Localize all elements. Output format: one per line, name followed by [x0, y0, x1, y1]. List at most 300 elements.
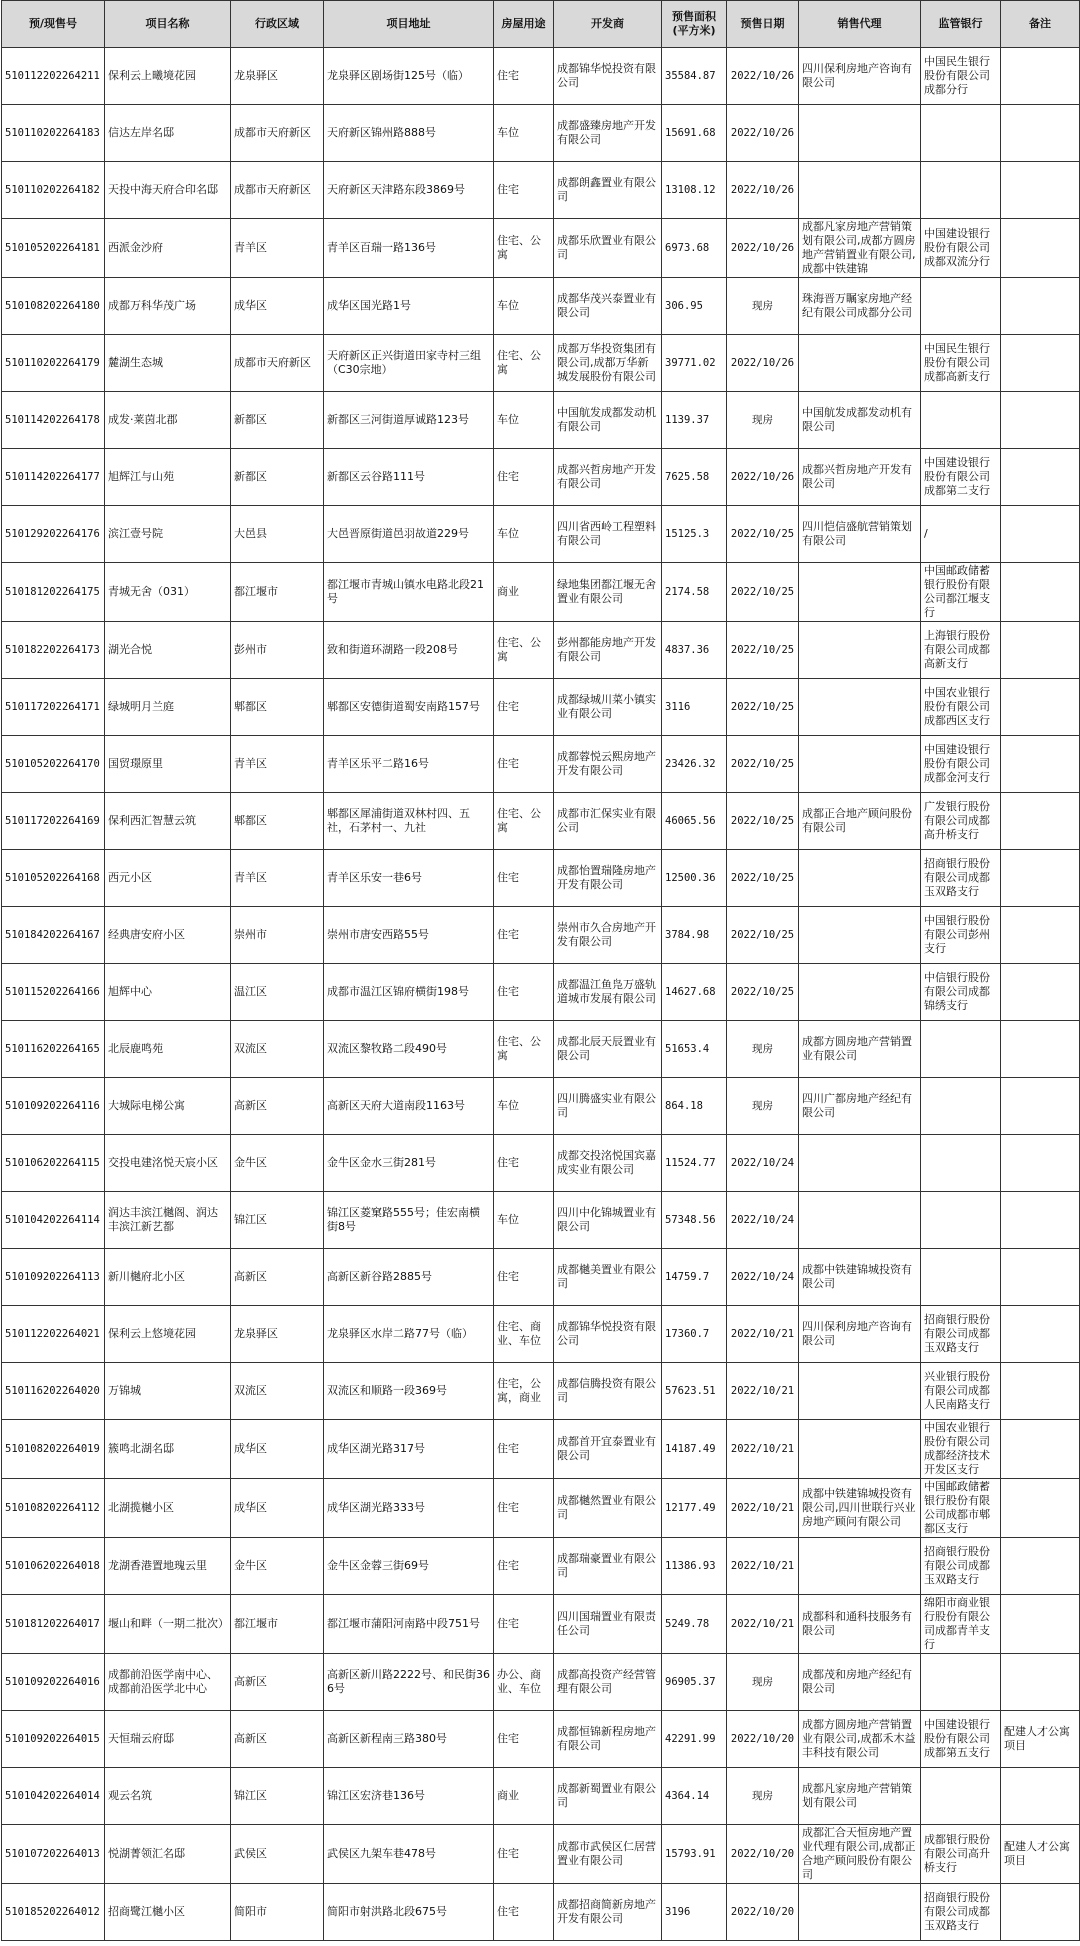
cell-bank: 招商银行股份有限公司成都玉双路支行	[921, 1306, 1001, 1363]
cell-project-name: 滨江壹号院	[105, 506, 231, 563]
cell-presale-no: 510110202264179	[2, 335, 105, 392]
cell-agent: 成都凡家房地产营销策划有限公司	[799, 1768, 921, 1825]
cell-bank: 中国建设银行股份有限公司成都双流分行	[921, 219, 1001, 278]
table-row	[2, 48, 1080, 105]
table-row	[2, 563, 1080, 622]
cell-remarks	[1001, 1249, 1080, 1306]
cell-area: 35584.87	[662, 48, 727, 105]
cell-district: 成华区	[231, 1420, 324, 1479]
cell-date: 2022/10/26	[727, 219, 799, 278]
cell-agent	[799, 964, 921, 1021]
cell-address: 成华区湖光路317号	[324, 1420, 494, 1479]
cell-address: 金牛区金水三街281号	[324, 1135, 494, 1192]
table-row	[2, 850, 1080, 907]
cell-district: 高新区	[231, 1654, 324, 1711]
cell-agent: 成都方圆房地产营销置业有限公司,成都禾木益丰科技有限公司	[799, 1711, 921, 1768]
cell-bank	[921, 392, 1001, 449]
cell-developer: 四川腾盛实业有限公司	[554, 1078, 662, 1135]
cell-date: 2022/10/24	[727, 1192, 799, 1249]
table-row	[2, 1711, 1080, 1768]
cell-bank: 广发银行股份有限公司成都高升桥支行	[921, 793, 1001, 850]
cell-area: 15793.91	[662, 1825, 727, 1884]
cell-date: 现房	[727, 1768, 799, 1825]
cell-usage: 住宅	[494, 449, 554, 506]
cell-remarks	[1001, 1420, 1080, 1479]
cell-district: 成都市天府新区	[231, 335, 324, 392]
cell-area: 15691.68	[662, 105, 727, 162]
cell-presale-no: 510181202264017	[2, 1595, 105, 1654]
cell-bank: 招商银行股份有限公司成都玉双路支行	[921, 850, 1001, 907]
cell-developer: 成都首开宜泰置业有限公司	[554, 1420, 662, 1479]
cell-address: 郫都区犀浦街道双林村四、五社，石茅村一、九社	[324, 793, 494, 850]
cell-project-name: 天投中海天府合印名邸	[105, 162, 231, 219]
cell-usage: 住宅、公寓	[494, 1021, 554, 1078]
cell-date: 2022/10/21	[727, 1363, 799, 1420]
table-row	[2, 1420, 1080, 1479]
cell-date: 2022/10/21	[727, 1538, 799, 1595]
cell-agent	[799, 907, 921, 964]
cell-remarks	[1001, 162, 1080, 219]
cell-address: 青羊区乐安一巷6号	[324, 850, 494, 907]
table-row	[2, 105, 1080, 162]
cell-bank	[921, 105, 1001, 162]
cell-agent	[799, 679, 921, 736]
cell-developer: 成都信腾投资有限公司	[554, 1363, 662, 1420]
cell-developer: 彭州都能房地产开发有限公司	[554, 622, 662, 679]
table-row	[2, 1078, 1080, 1135]
cell-remarks	[1001, 48, 1080, 105]
table-row	[2, 964, 1080, 1021]
cell-bank: 中国银行股份有限公司彭州支行	[921, 907, 1001, 964]
cell-agent: 成都凡家房地产营销策划有限公司,成都方圆房地产营销置业有限公司,成都中铁建锦	[799, 219, 921, 278]
cell-address: 双流区黎牧路二段490号	[324, 1021, 494, 1078]
cell-bank: 兴业银行股份有限公司成都人民南路支行	[921, 1363, 1001, 1420]
cell-usage: 车位	[494, 278, 554, 335]
cell-remarks	[1001, 1768, 1080, 1825]
cell-area: 4364.14	[662, 1768, 727, 1825]
cell-date: 2022/10/26	[727, 449, 799, 506]
table-row	[2, 1538, 1080, 1595]
cell-developer: 成都恒锦新程房地产有限公司	[554, 1711, 662, 1768]
cell-developer: 中国航发成都发动机有限公司	[554, 392, 662, 449]
cell-agent	[799, 1420, 921, 1479]
cell-agent	[799, 736, 921, 793]
cell-agent	[799, 622, 921, 679]
cell-remarks: 配建人才公寓项目	[1001, 1711, 1080, 1768]
cell-area: 4837.36	[662, 622, 727, 679]
table-row	[2, 1306, 1080, 1363]
cell-address: 天府新区锦州路888号	[324, 105, 494, 162]
cell-district: 锦江区	[231, 1192, 324, 1249]
cell-bank	[921, 1021, 1001, 1078]
cell-project-name: 成都万科华茂广场	[105, 278, 231, 335]
cell-project-name: 北湖揽樾小区	[105, 1479, 231, 1538]
cell-project-name: 西元小区	[105, 850, 231, 907]
table-row	[2, 1192, 1080, 1249]
cell-project-name: 天恒瑞云府邸	[105, 1711, 231, 1768]
cell-developer: 崇州市久合房地产开发有限公司	[554, 907, 662, 964]
cell-remarks	[1001, 1479, 1080, 1538]
cell-usage: 住宅	[494, 1479, 554, 1538]
header-developer: 开发商	[554, 1, 662, 48]
cell-bank: 招商银行股份有限公司成都玉双路支行	[921, 1884, 1001, 1941]
cell-bank: 上海银行股份有限公司成都高新支行	[921, 622, 1001, 679]
cell-date: 2022/10/20	[727, 1825, 799, 1884]
header-area: 预售面积(平方米)	[662, 1, 727, 48]
table-row	[2, 1363, 1080, 1420]
cell-date: 2022/10/25	[727, 850, 799, 907]
cell-district: 武侯区	[231, 1825, 324, 1884]
cell-presale-no: 510106202264115	[2, 1135, 105, 1192]
cell-presale-no: 510129202264176	[2, 506, 105, 563]
cell-project-name: 成都前沿医学南中心、成都前沿医学北中心	[105, 1654, 231, 1711]
cell-agent: 成都方圆房地产营销置业有限公司	[799, 1021, 921, 1078]
cell-presale-no: 510105202264168	[2, 850, 105, 907]
table-row	[2, 679, 1080, 736]
header-project-name: 项目名称	[105, 1, 231, 48]
cell-date: 2022/10/26	[727, 335, 799, 392]
cell-project-name: 湖光合悦	[105, 622, 231, 679]
header-district: 行政区域	[231, 1, 324, 48]
cell-project-name: 西派金沙府	[105, 219, 231, 278]
cell-usage: 住宅、公寓	[494, 622, 554, 679]
cell-agent	[799, 563, 921, 622]
header-bank: 监管银行	[921, 1, 1001, 48]
cell-remarks: 配建人才公寓项目	[1001, 1825, 1080, 1884]
cell-area: 12177.49	[662, 1479, 727, 1538]
cell-project-name: 青城无舍（031）	[105, 563, 231, 622]
cell-developer: 成都乐欣置业有限公司	[554, 219, 662, 278]
cell-district: 温江区	[231, 964, 324, 1021]
cell-agent	[799, 162, 921, 219]
cell-address: 新都区三河街道厚诚路123号	[324, 392, 494, 449]
cell-presale-no: 510110202264183	[2, 105, 105, 162]
cell-area: 12500.36	[662, 850, 727, 907]
cell-area: 2174.58	[662, 563, 727, 622]
cell-presale-no: 510108202264112	[2, 1479, 105, 1538]
cell-address: 大邑晋原街道邑羽故道229号	[324, 506, 494, 563]
cell-address: 双流区和顺路一段369号	[324, 1363, 494, 1420]
cell-remarks	[1001, 622, 1080, 679]
cell-presale-no: 510106202264018	[2, 1538, 105, 1595]
table-row	[2, 392, 1080, 449]
cell-district: 成都市天府新区	[231, 162, 324, 219]
cell-remarks	[1001, 392, 1080, 449]
table-row	[2, 736, 1080, 793]
cell-usage: 住宅	[494, 964, 554, 1021]
cell-bank	[921, 1654, 1001, 1711]
cell-usage: 住宅	[494, 1420, 554, 1479]
cell-project-name: 保利云上悠境花园	[105, 1306, 231, 1363]
cell-district: 双流区	[231, 1363, 324, 1420]
cell-district: 高新区	[231, 1711, 324, 1768]
cell-area: 17360.7	[662, 1306, 727, 1363]
cell-presale-no: 510182202264173	[2, 622, 105, 679]
cell-area: 11386.93	[662, 1538, 727, 1595]
cell-area: 864.18	[662, 1078, 727, 1135]
cell-address: 成都市温江区锦府横街198号	[324, 964, 494, 1021]
cell-remarks	[1001, 1078, 1080, 1135]
header-address: 项目地址	[324, 1, 494, 48]
cell-presale-no: 510105202264170	[2, 736, 105, 793]
cell-area: 306.95	[662, 278, 727, 335]
cell-address: 龙泉驿区剧场街125号（临）	[324, 48, 494, 105]
cell-area: 23426.32	[662, 736, 727, 793]
cell-presale-no: 510112202264211	[2, 48, 105, 105]
cell-agent: 成都中铁建锦城投资有限公司	[799, 1249, 921, 1306]
cell-district: 崇州市	[231, 907, 324, 964]
cell-usage: 住宅	[494, 850, 554, 907]
cell-bank: 绵阳市商业银行股份有限公司成都青羊支行	[921, 1595, 1001, 1654]
cell-remarks	[1001, 1363, 1080, 1420]
cell-project-name: 绿城明月兰庭	[105, 679, 231, 736]
cell-presale-no: 510181202264175	[2, 563, 105, 622]
cell-usage: 住宅	[494, 48, 554, 105]
cell-agent	[799, 1135, 921, 1192]
cell-presale-no: 510115202264166	[2, 964, 105, 1021]
table-row	[2, 1479, 1080, 1538]
header-presale-no: 预/现售号	[2, 1, 105, 48]
cell-remarks	[1001, 219, 1080, 278]
cell-area: 3784.98	[662, 907, 727, 964]
table-row	[2, 793, 1080, 850]
cell-area: 11524.77	[662, 1135, 727, 1192]
cell-agent	[799, 1363, 921, 1420]
cell-district: 成都市天府新区	[231, 105, 324, 162]
table-row	[2, 1884, 1080, 1941]
table-row	[2, 278, 1080, 335]
cell-bank: 中国建设银行股份有限公司成都金河支行	[921, 736, 1001, 793]
cell-agent: 成都中铁建锦城投资有限公司,四川世联行兴业房地产顾问有限公司	[799, 1479, 921, 1538]
cell-bank: 中国邮政储蓄银行股份有限公司都江堰支行	[921, 563, 1001, 622]
cell-remarks	[1001, 1306, 1080, 1363]
cell-developer: 成都蓉悦云熙房地产开发有限公司	[554, 736, 662, 793]
cell-presale-no: 510185202264012	[2, 1884, 105, 1941]
cell-developer: 成都万华投资集团有限公司,成都万华新城发展股份有限公司	[554, 335, 662, 392]
cell-project-name: 大城际电梯公寓	[105, 1078, 231, 1135]
header-agent: 销售代理	[799, 1, 921, 48]
cell-district: 都江堰市	[231, 563, 324, 622]
cell-presale-no: 510117202264171	[2, 679, 105, 736]
cell-bank: 中信银行股份有限公司成都锦绣支行	[921, 964, 1001, 1021]
cell-date: 现房	[727, 278, 799, 335]
cell-address: 锦江区菱窠路555号；佳宏南横街8号	[324, 1192, 494, 1249]
cell-remarks	[1001, 449, 1080, 506]
cell-presale-no: 510104202264114	[2, 1192, 105, 1249]
cell-address: 成华区国光路1号	[324, 278, 494, 335]
cell-usage: 办公、商业、车位	[494, 1654, 554, 1711]
cell-developer: 成都华茂兴泰置业有限公司	[554, 278, 662, 335]
header-usage: 房屋用途	[494, 1, 554, 48]
table-row	[2, 506, 1080, 563]
cell-remarks	[1001, 335, 1080, 392]
cell-date: 2022/10/26	[727, 162, 799, 219]
cell-district: 金牛区	[231, 1538, 324, 1595]
cell-date: 现房	[727, 1078, 799, 1135]
cell-bank	[921, 162, 1001, 219]
cell-address: 新都区云谷路111号	[324, 449, 494, 506]
cell-agent	[799, 850, 921, 907]
table-row	[2, 335, 1080, 392]
cell-project-name: 保利西汇智慧云筑	[105, 793, 231, 850]
cell-district: 高新区	[231, 1249, 324, 1306]
cell-usage: 车位	[494, 105, 554, 162]
cell-developer: 成都兴哲房地产开发有限公司	[554, 449, 662, 506]
cell-address: 天府新区天津路东段3869号	[324, 162, 494, 219]
cell-remarks	[1001, 1192, 1080, 1249]
cell-district: 大邑县	[231, 506, 324, 563]
cell-project-name: 旭辉中心	[105, 964, 231, 1021]
cell-presale-no: 510104202264014	[2, 1768, 105, 1825]
cell-usage: 住宅、商业、车位	[494, 1306, 554, 1363]
cell-developer: 成都市武侯区仁居营置业有限公司	[554, 1825, 662, 1884]
cell-developer: 成都樾美置业有限公司	[554, 1249, 662, 1306]
cell-date: 现房	[727, 1021, 799, 1078]
table-row	[2, 1768, 1080, 1825]
cell-agent: 成都科和通科技服务有限公司	[799, 1595, 921, 1654]
cell-bank	[921, 1078, 1001, 1135]
cell-project-name: 堰山和畔（一期二批次）	[105, 1595, 231, 1654]
cell-project-name: 经典唐安府小区	[105, 907, 231, 964]
cell-developer: 成都绿城川菜小镇实业有限公司	[554, 679, 662, 736]
cell-developer: 成都交投洺悦国宾嘉成实业有限公司	[554, 1135, 662, 1192]
cell-developer: 成都盛臻房地产开发有限公司	[554, 105, 662, 162]
header-remarks: 备注	[1001, 1, 1080, 48]
cell-presale-no: 510110202264182	[2, 162, 105, 219]
cell-remarks	[1001, 907, 1080, 964]
cell-presale-no: 510109202264113	[2, 1249, 105, 1306]
cell-area: 57348.56	[662, 1192, 727, 1249]
cell-presale-no: 510114202264178	[2, 392, 105, 449]
cell-district: 龙泉驿区	[231, 48, 324, 105]
cell-usage: 住宅、公寓	[494, 219, 554, 278]
cell-presale-no: 510109202264016	[2, 1654, 105, 1711]
cell-usage: 住宅，公寓，商业	[494, 1363, 554, 1420]
cell-agent: 中国航发成都发动机有限公司	[799, 392, 921, 449]
cell-date: 2022/10/24	[727, 1249, 799, 1306]
cell-agent: 成都兴哲房地产开发有限公司	[799, 449, 921, 506]
cell-area: 3196	[662, 1884, 727, 1941]
cell-date: 2022/10/25	[727, 506, 799, 563]
table-row	[2, 449, 1080, 506]
cell-bank	[921, 1768, 1001, 1825]
cell-district: 都江堰市	[231, 1595, 324, 1654]
cell-project-name: 信达左岸名邸	[105, 105, 231, 162]
cell-address: 高新区天府大道南段1163号	[324, 1078, 494, 1135]
cell-developer: 成都樾然置业有限公司	[554, 1479, 662, 1538]
cell-bank: 中国建设银行股份有限公司成都第二支行	[921, 449, 1001, 506]
cell-agent	[799, 1884, 921, 1941]
cell-usage: 车位	[494, 1078, 554, 1135]
cell-date: 2022/10/21	[727, 1420, 799, 1479]
cell-project-name: 簇鸣北湖名邸	[105, 1420, 231, 1479]
cell-project-name: 北辰鹿鸣苑	[105, 1021, 231, 1078]
presale-table	[1, 0, 1080, 1941]
cell-district: 金牛区	[231, 1135, 324, 1192]
cell-project-name: 成发·莱茵北郡	[105, 392, 231, 449]
table-row	[2, 219, 1080, 278]
cell-remarks	[1001, 105, 1080, 162]
cell-remarks	[1001, 964, 1080, 1021]
cell-developer: 成都瑞豪置业有限公司	[554, 1538, 662, 1595]
cell-bank: 中国建设银行股份有限公司成都第五支行	[921, 1711, 1001, 1768]
cell-usage: 住宅	[494, 162, 554, 219]
cell-usage: 住宅	[494, 1825, 554, 1884]
cell-date: 2022/10/25	[727, 563, 799, 622]
table-row	[2, 1249, 1080, 1306]
cell-area: 14627.68	[662, 964, 727, 1021]
cell-remarks	[1001, 736, 1080, 793]
cell-usage: 商业	[494, 1768, 554, 1825]
cell-district: 郫都区	[231, 793, 324, 850]
cell-address: 高新区新谷路2885号	[324, 1249, 494, 1306]
cell-developer: 绿地集团都江堰无舍置业有限公司	[554, 563, 662, 622]
header-date: 预售日期	[727, 1, 799, 48]
cell-usage: 住宅	[494, 907, 554, 964]
cell-remarks	[1001, 1884, 1080, 1941]
cell-address: 都江堰市青城山镇水电路北段21号	[324, 563, 494, 622]
cell-address: 青羊区乐平二路16号	[324, 736, 494, 793]
cell-district: 锦江区	[231, 1768, 324, 1825]
cell-area: 96905.37	[662, 1654, 727, 1711]
cell-remarks	[1001, 1538, 1080, 1595]
cell-presale-no: 510108202264180	[2, 278, 105, 335]
table-row	[2, 1654, 1080, 1711]
cell-developer: 成都怡置瑞隆房地产开发有限公司	[554, 850, 662, 907]
cell-project-name: 观云名筑	[105, 1768, 231, 1825]
cell-remarks	[1001, 1135, 1080, 1192]
cell-bank: 中国民生银行股份有限公司成都高新支行	[921, 335, 1001, 392]
cell-usage: 住宅、公寓	[494, 335, 554, 392]
cell-area: 7625.58	[662, 449, 727, 506]
cell-developer: 四川中化锦城置业有限公司	[554, 1192, 662, 1249]
cell-remarks	[1001, 1595, 1080, 1654]
cell-area: 13108.12	[662, 162, 727, 219]
cell-address: 崇州市唐安西路55号	[324, 907, 494, 964]
cell-district: 新都区	[231, 449, 324, 506]
cell-developer: 成都朗鑫置业有限公司	[554, 162, 662, 219]
cell-presale-no: 510107202264013	[2, 1825, 105, 1884]
cell-usage: 住宅	[494, 1595, 554, 1654]
cell-bank	[921, 1249, 1001, 1306]
table-row	[2, 1595, 1080, 1654]
cell-address: 简阳市射洪路北段675号	[324, 1884, 494, 1941]
cell-remarks	[1001, 1654, 1080, 1711]
cell-district: 青羊区	[231, 736, 324, 793]
cell-address: 天府新区正兴街道田家寺村三组（C30宗地）	[324, 335, 494, 392]
table-row	[2, 622, 1080, 679]
cell-developer: 成都锦华悦投资有限公司	[554, 1306, 662, 1363]
cell-area: 14759.7	[662, 1249, 727, 1306]
cell-address: 高新区新程南三路380号	[324, 1711, 494, 1768]
cell-project-name: 保利云上曦境花园	[105, 48, 231, 105]
cell-presale-no: 510117202264169	[2, 793, 105, 850]
table-row	[2, 1825, 1080, 1884]
cell-bank: 中国农业银行股份有限公司成都经济技术开发区支行	[921, 1420, 1001, 1479]
cell-project-name: 新川樾府北小区	[105, 1249, 231, 1306]
cell-agent	[799, 335, 921, 392]
cell-project-name: 麓湖生态城	[105, 335, 231, 392]
cell-area: 42291.99	[662, 1711, 727, 1768]
cell-district: 郫都区	[231, 679, 324, 736]
cell-bank	[921, 1135, 1001, 1192]
cell-usage: 住宅	[494, 1711, 554, 1768]
cell-date: 现房	[727, 392, 799, 449]
cell-bank: 中国邮政储蓄银行股份有限公司成都市郫都区支行	[921, 1479, 1001, 1538]
cell-address: 高新区新川路2222号、和民街366号	[324, 1654, 494, 1711]
cell-date: 现房	[727, 1654, 799, 1711]
cell-usage: 住宅	[494, 1135, 554, 1192]
